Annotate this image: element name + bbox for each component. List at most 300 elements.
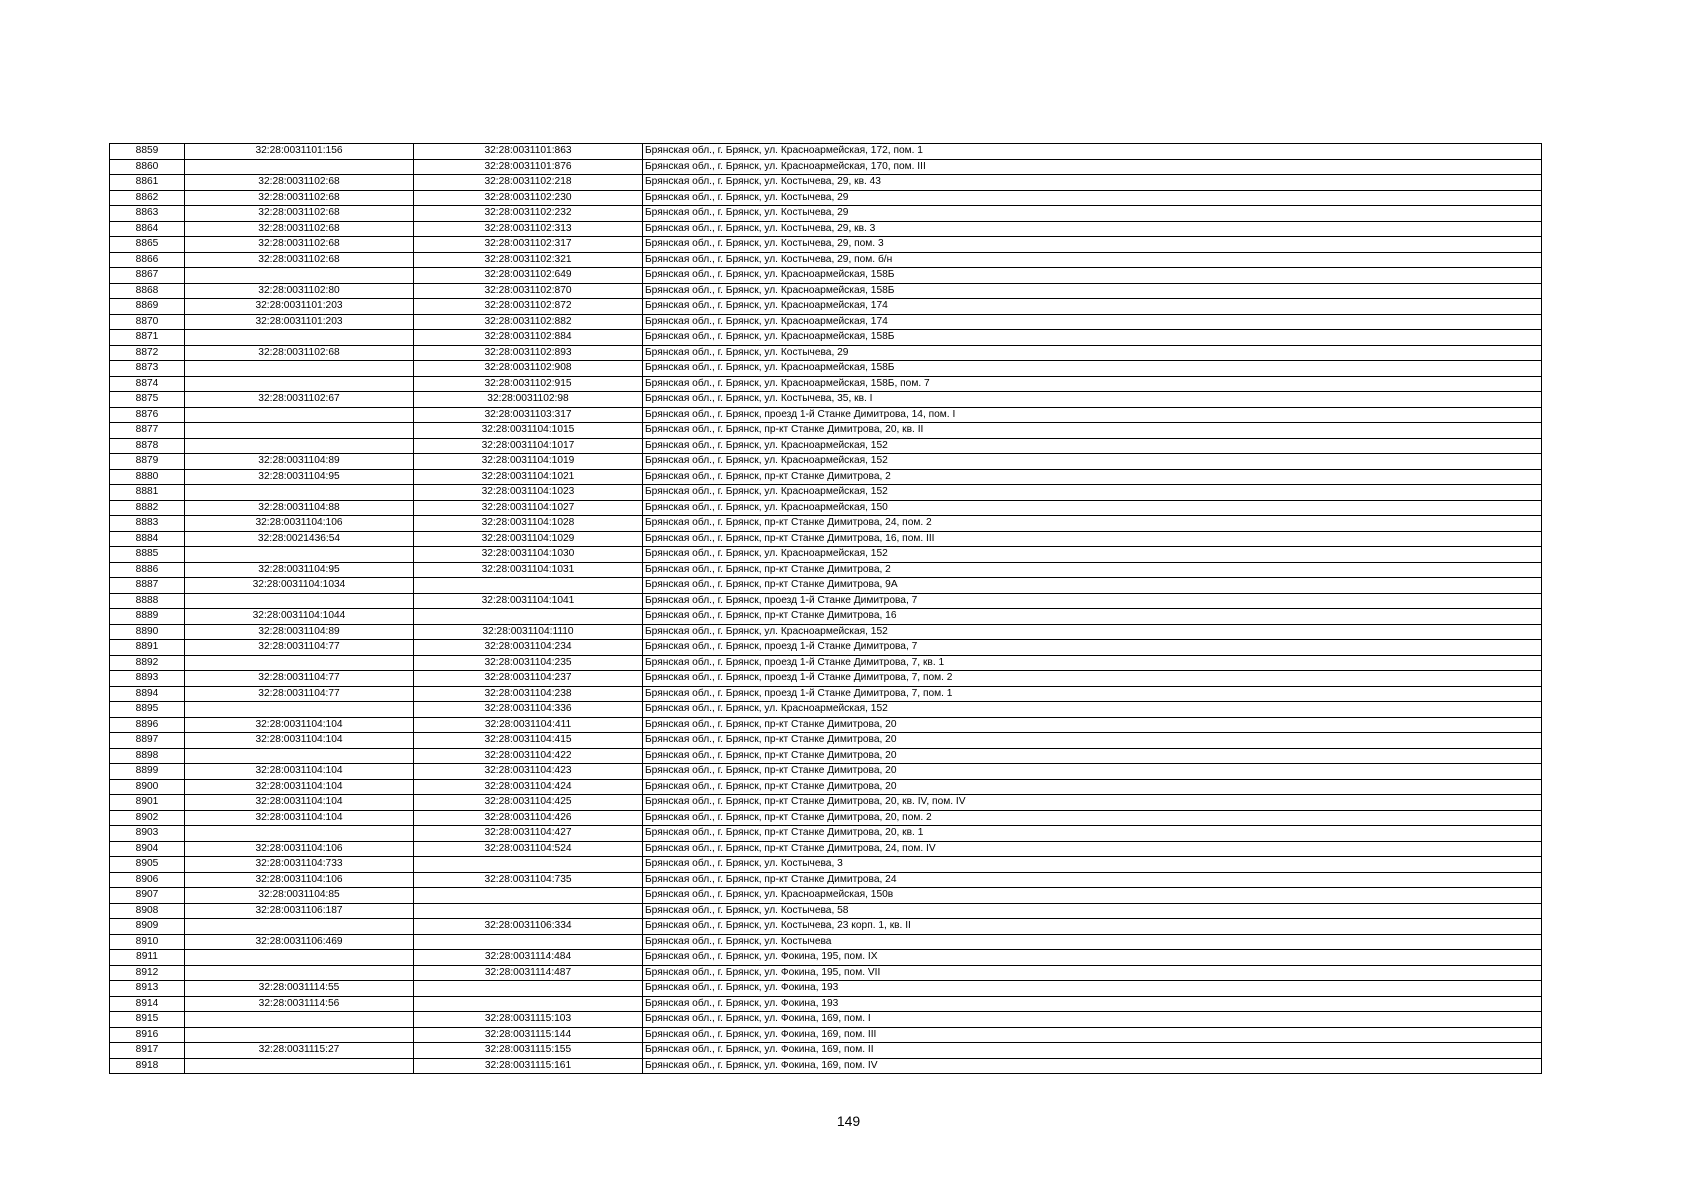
table-row: [110, 903, 1542, 919]
table-row: [110, 144, 1542, 160]
parcel-number-cell: 32:28:0031102:68: [185, 175, 414, 191]
row-number-cell: 8880: [110, 469, 185, 485]
parcel-number-cell: 32:28:0031101:156: [185, 144, 414, 160]
table-row: [110, 593, 1542, 609]
table-row: [110, 996, 1542, 1012]
row-number-cell: 8892: [110, 655, 185, 671]
row-number-cell: 8884: [110, 531, 185, 547]
address-cell: Брянская обл., г. Брянск, пр-кт Станке Димитрова, 16, пом. III: [643, 531, 1542, 547]
row-number-cell: 8907: [110, 888, 185, 904]
table-row: [110, 795, 1542, 811]
parcel-number-cell: [185, 485, 414, 501]
parcel-number-cell: 32:28:0031104:104: [185, 795, 414, 811]
parcel-number-cell: [185, 919, 414, 935]
row-number-cell: 8881: [110, 485, 185, 501]
parcel-number-cell: 32:28:0031102:68: [185, 190, 414, 206]
row-number-cell: 8870: [110, 314, 185, 330]
parcel-number-cell: 32:28:0031104:106: [185, 516, 414, 532]
row-number-cell: 8889: [110, 609, 185, 625]
table-row: [110, 779, 1542, 795]
cadastral-number-cell: 32:28:0031104:1017: [414, 438, 643, 454]
cadastral-number-cell: 32:28:0031102:98: [414, 392, 643, 408]
parcel-number-cell: 32:28:0031104:104: [185, 779, 414, 795]
row-number-cell: 8917: [110, 1043, 185, 1059]
parcel-number-cell: 32:28:0031106:187: [185, 903, 414, 919]
table-row: [110, 655, 1542, 671]
table-row: [110, 330, 1542, 346]
row-number-cell: 8887: [110, 578, 185, 594]
cadastral-number-cell: [414, 996, 643, 1012]
parcel-number-cell: [185, 1058, 414, 1074]
parcel-number-cell: [185, 826, 414, 842]
table-row: [110, 826, 1542, 842]
row-number-cell: 8911: [110, 950, 185, 966]
row-number-cell: 8886: [110, 562, 185, 578]
address-cell: Брянская обл., г. Брянск, пр-кт Станке Димитрова, 20: [643, 764, 1542, 780]
table-row: [110, 190, 1542, 206]
table-row: [110, 376, 1542, 392]
row-number-cell: 8901: [110, 795, 185, 811]
table-row: [110, 221, 1542, 237]
parcel-number-cell: 32:28:0031114:55: [185, 981, 414, 997]
table-row: [110, 702, 1542, 718]
cadastral-number-cell: 32:28:0031104:1041: [414, 593, 643, 609]
table-row: [110, 872, 1542, 888]
table-row: [110, 547, 1542, 563]
row-number-cell: 8903: [110, 826, 185, 842]
cadastral-number-cell: 32:28:0031104:524: [414, 841, 643, 857]
cadastral-number-cell: 32:28:0031104:336: [414, 702, 643, 718]
cadastral-number-cell: 32:28:0031102:317: [414, 237, 643, 253]
row-number-cell: 8873: [110, 361, 185, 377]
table-row: [110, 531, 1542, 547]
address-cell: Брянская обл., г. Брянск, ул. Костычева, 23 корп. 1, кв. II: [643, 919, 1542, 935]
cadastral-number-cell: 32:28:0031104:415: [414, 733, 643, 749]
table-row: [110, 810, 1542, 826]
cadastral-number-cell: 32:28:0031115:155: [414, 1043, 643, 1059]
table-row: [110, 624, 1542, 640]
cadastral-number-cell: 32:28:0031104:1031: [414, 562, 643, 578]
address-cell: Брянская обл., г. Брянск, пр-кт Станке Димитрова, 20, кв. 1: [643, 826, 1542, 842]
table-row: [110, 516, 1542, 532]
cadastral-number-cell: 32:28:0031102:649: [414, 268, 643, 284]
address-cell: Брянская обл., г. Брянск, ул. Красноармейская, 152: [643, 702, 1542, 718]
parcel-number-cell: 32:28:0021436:54: [185, 531, 414, 547]
address-cell: Брянская обл., г. Брянск, пр-кт Станке Димитрова, 20: [643, 733, 1542, 749]
cadastral-number-cell: 32:28:0031102:882: [414, 314, 643, 330]
table-row: [110, 485, 1542, 501]
address-cell: Брянская обл., г. Брянск, ул. Фокина, 169, пом. II: [643, 1043, 1542, 1059]
row-number-cell: 8859: [110, 144, 185, 160]
address-cell: Брянская обл., г. Брянск, пр-кт Станке Димитрова, 24: [643, 872, 1542, 888]
address-cell: Брянская обл., г. Брянск, ул. Костычева, 58: [643, 903, 1542, 919]
row-number-cell: 8877: [110, 423, 185, 439]
table-row: [110, 500, 1542, 516]
address-cell: Брянская обл., г. Брянск, ул. Костычева, 29: [643, 345, 1542, 361]
parcel-number-cell: 32:28:0031102:68: [185, 221, 414, 237]
parcel-number-cell: 32:28:0031104:77: [185, 640, 414, 656]
table-row: [110, 206, 1542, 222]
cadastral-number-cell: [414, 888, 643, 904]
parcel-number-cell: [185, 438, 414, 454]
row-number-cell: 8869: [110, 299, 185, 315]
row-number-cell: 8861: [110, 175, 185, 191]
row-number-cell: 8865: [110, 237, 185, 253]
table-row: [110, 640, 1542, 656]
row-number-cell: 8864: [110, 221, 185, 237]
row-number-cell: 8872: [110, 345, 185, 361]
row-number-cell: 8896: [110, 717, 185, 733]
row-number-cell: 8874: [110, 376, 185, 392]
row-number-cell: 8912: [110, 965, 185, 981]
row-number-cell: 8904: [110, 841, 185, 857]
cadastral-number-cell: 32:28:0031106:334: [414, 919, 643, 935]
table-row: [110, 314, 1542, 330]
cadastral-number-cell: 32:28:0031104:1019: [414, 454, 643, 470]
address-cell: Брянская обл., г. Брянск, пр-кт Станке Димитрова, 20, пом. 2: [643, 810, 1542, 826]
parcel-number-cell: [185, 1012, 414, 1028]
row-number-cell: 8862: [110, 190, 185, 206]
parcel-number-cell: [185, 361, 414, 377]
table-row: [110, 159, 1542, 175]
parcel-number-cell: 32:28:0031101:203: [185, 299, 414, 315]
parcel-number-cell: [185, 330, 414, 346]
parcel-number-cell: 32:28:0031104:106: [185, 872, 414, 888]
address-cell: Брянская обл., г. Брянск, ул. Костычева, 35, кв. I: [643, 392, 1542, 408]
address-cell: Брянская обл., г. Брянск, проезд 1-й Станке Димитрова, 14, пом. I: [643, 407, 1542, 423]
parcel-number-cell: 32:28:0031114:56: [185, 996, 414, 1012]
cadastral-number-cell: 32:28:0031102:908: [414, 361, 643, 377]
parcel-number-cell: [185, 655, 414, 671]
row-number-cell: 8893: [110, 671, 185, 687]
row-number-cell: 8871: [110, 330, 185, 346]
cadastral-number-cell: 32:28:0031101:863: [414, 144, 643, 160]
cadastral-number-cell: 32:28:0031104:1029: [414, 531, 643, 547]
row-number-cell: 8891: [110, 640, 185, 656]
address-cell: Брянская обл., г. Брянск, ул. Костычева, 29, пом. б/н: [643, 252, 1542, 268]
parcel-number-cell: 32:28:0031104:733: [185, 857, 414, 873]
row-number-cell: 8913: [110, 981, 185, 997]
address-cell: Брянская обл., г. Брянск, ул. Костычева, 3: [643, 857, 1542, 873]
cadastral-number-cell: 32:28:0031104:425: [414, 795, 643, 811]
parcel-number-cell: 32:28:0031104:88: [185, 500, 414, 516]
parcel-number-cell: 32:28:0031104:106: [185, 841, 414, 857]
address-cell: Брянская обл., г. Брянск, ул. Красноармейская, 158Б: [643, 330, 1542, 346]
cadastral-number-cell: [414, 981, 643, 997]
address-cell: Брянская обл., г. Брянск, проезд 1-й Станке Димитрова, 7: [643, 593, 1542, 609]
cadastral-number-cell: 32:28:0031102:915: [414, 376, 643, 392]
cadastral-number-cell: 32:28:0031101:876: [414, 159, 643, 175]
cadastral-number-cell: 32:28:0031115:161: [414, 1058, 643, 1074]
parcel-number-cell: 32:28:0031104:77: [185, 671, 414, 687]
parcel-number-cell: 32:28:0031102:67: [185, 392, 414, 408]
cadastral-number-cell: 32:28:0031102:232: [414, 206, 643, 222]
cadastral-number-cell: 32:28:0031104:426: [414, 810, 643, 826]
table-row: [110, 1027, 1542, 1043]
row-number-cell: 8863: [110, 206, 185, 222]
address-cell: Брянская обл., г. Брянск, ул. Красноармейская, 174: [643, 299, 1542, 315]
cadastral-number-cell: 32:28:0031115:144: [414, 1027, 643, 1043]
address-cell: Брянская обл., г. Брянск, ул. Красноармейская, 170, пом. III: [643, 159, 1542, 175]
table-row: [110, 469, 1542, 485]
table-row: [110, 252, 1542, 268]
parcel-number-cell: 32:28:0031102:68: [185, 252, 414, 268]
row-number-cell: 8897: [110, 733, 185, 749]
cadastral-number-cell: 32:28:0031102:313: [414, 221, 643, 237]
cadastral-number-cell: 32:28:0031114:484: [414, 950, 643, 966]
row-number-cell: 8867: [110, 268, 185, 284]
table-row: [110, 686, 1542, 702]
table-row: [110, 283, 1542, 299]
parcel-number-cell: 32:28:0031104:89: [185, 454, 414, 470]
row-number-cell: 8908: [110, 903, 185, 919]
parcel-number-cell: 32:28:0031102:80: [185, 283, 414, 299]
parcel-number-cell: 32:28:0031104:104: [185, 764, 414, 780]
row-number-cell: 8888: [110, 593, 185, 609]
address-cell: Брянская обл., г. Брянск, пр-кт Станке Димитрова, 16: [643, 609, 1542, 625]
table-row: [110, 1043, 1542, 1059]
address-cell: Брянская обл., г. Брянск, ул. Красноармейская, 150в: [643, 888, 1542, 904]
address-cell: Брянская обл., г. Брянск, пр-кт Станке Димитрова, 20: [643, 748, 1542, 764]
cadastral-number-cell: 32:28:0031104:423: [414, 764, 643, 780]
row-number-cell: 8885: [110, 547, 185, 563]
address-cell: Брянская обл., г. Брянск, пр-кт Станке Димитрова, 2: [643, 562, 1542, 578]
row-number-cell: 8894: [110, 686, 185, 702]
table-row: [110, 919, 1542, 935]
parcel-number-cell: 32:28:0031102:68: [185, 237, 414, 253]
row-number-cell: 8883: [110, 516, 185, 532]
cadastral-number-cell: 32:28:0031102:218: [414, 175, 643, 191]
cadastral-number-cell: [414, 857, 643, 873]
cadastral-number-cell: 32:28:0031104:1023: [414, 485, 643, 501]
cadastral-number-cell: 32:28:0031104:1021: [414, 469, 643, 485]
parcel-number-cell: [185, 965, 414, 981]
row-number-cell: 8882: [110, 500, 185, 516]
address-cell: Брянская обл., г. Брянск, пр-кт Станке Димитрова, 2: [643, 469, 1542, 485]
parcel-number-cell: [185, 423, 414, 439]
parcel-number-cell: [185, 407, 414, 423]
address-cell: Брянская обл., г. Брянск, ул. Фокина, 195, пом. VII: [643, 965, 1542, 981]
row-number-cell: 8895: [110, 702, 185, 718]
address-cell: Брянская обл., г. Брянск, ул. Красноармейская, 158Б, пом. 7: [643, 376, 1542, 392]
parcel-number-cell: [185, 1027, 414, 1043]
parcel-number-cell: [185, 159, 414, 175]
parcel-number-cell: [185, 702, 414, 718]
address-cell: Брянская обл., г. Брянск, ул. Фокина, 169, пом. IV: [643, 1058, 1542, 1074]
address-cell: Брянская обл., г. Брянск, пр-кт Станке Димитрова, 20, кв. II: [643, 423, 1542, 439]
page-number: 149: [836, 1113, 861, 1129]
row-number-cell: 8909: [110, 919, 185, 935]
table-row: [110, 609, 1542, 625]
address-cell: Брянская обл., г. Брянск, ул. Красноармейская, 152: [643, 624, 1542, 640]
cadastral-number-cell: 32:28:0031104:235: [414, 655, 643, 671]
address-cell: Брянская обл., г. Брянск, ул. Костычева, 29: [643, 190, 1542, 206]
cadastral-number-cell: 32:28:0031102:870: [414, 283, 643, 299]
table-row: [110, 562, 1542, 578]
cadastral-number-cell: 32:28:0031102:230: [414, 190, 643, 206]
cadastral-number-cell: 32:28:0031104:411: [414, 717, 643, 733]
table-row: [110, 934, 1542, 950]
row-number-cell: 8916: [110, 1027, 185, 1043]
table-row: [110, 175, 1542, 191]
cadastral-number-cell: [414, 903, 643, 919]
row-number-cell: 8918: [110, 1058, 185, 1074]
cadastral-number-cell: 32:28:0031104:424: [414, 779, 643, 795]
cadastral-number-cell: 32:28:0031104:1110: [414, 624, 643, 640]
address-cell: Брянская обл., г. Брянск, пр-кт Станке Димитрова, 20: [643, 717, 1542, 733]
address-cell: Брянская обл., г. Брянск, ул. Красноармейская, 152: [643, 485, 1542, 501]
table-row: [110, 717, 1542, 733]
row-number-cell: 8878: [110, 438, 185, 454]
table-row: [110, 423, 1542, 439]
parcel-number-cell: [185, 547, 414, 563]
cadastral-number-cell: 32:28:0031102:321: [414, 252, 643, 268]
table-body: [110, 144, 1542, 1074]
cadastral-number-cell: 32:28:0031104:1030: [414, 547, 643, 563]
table-row: [110, 1012, 1542, 1028]
address-cell: Брянская обл., г. Брянск, ул. Фокина, 193: [643, 996, 1542, 1012]
address-cell: Брянская обл., г. Брянск, пр-кт Станке Димитрова, 20, кв. IV, пом. IV: [643, 795, 1542, 811]
address-cell: Брянская обл., г. Брянск, ул. Костычева: [643, 934, 1542, 950]
row-number-cell: 8866: [110, 252, 185, 268]
parcel-number-cell: 32:28:0031115:27: [185, 1043, 414, 1059]
address-cell: Брянская обл., г. Брянск, ул. Красноармейская, 174: [643, 314, 1542, 330]
address-cell: Брянская обл., г. Брянск, ул. Красноармейская, 152: [643, 454, 1542, 470]
row-number-cell: 8899: [110, 764, 185, 780]
cadastral-number-cell: 32:28:0031104:1028: [414, 516, 643, 532]
table-row: [110, 454, 1542, 470]
parcel-number-cell: 32:28:0031104:104: [185, 733, 414, 749]
address-cell: Брянская обл., г. Брянск, пр-кт Станке Димитрова, 9А: [643, 578, 1542, 594]
table-row: [110, 1058, 1542, 1074]
table-row: [110, 841, 1542, 857]
table-row: [110, 361, 1542, 377]
cadastral-number-cell: 32:28:0031104:238: [414, 686, 643, 702]
row-number-cell: 8914: [110, 996, 185, 1012]
address-cell: Брянская обл., г. Брянск, ул. Костычева, 29: [643, 206, 1542, 222]
table-row: [110, 438, 1542, 454]
cadastral-number-cell: 32:28:0031104:1015: [414, 423, 643, 439]
row-number-cell: 8898: [110, 748, 185, 764]
address-cell: Брянская обл., г. Брянск, проезд 1-й Станке Димитрова, 7: [643, 640, 1542, 656]
table-row: [110, 981, 1542, 997]
parcel-number-cell: 32:28:0031102:68: [185, 206, 414, 222]
row-number-cell: 8890: [110, 624, 185, 640]
address-cell: Брянская обл., г. Брянск, ул. Фокина, 169, пом. III: [643, 1027, 1542, 1043]
cadastral-number-cell: [414, 934, 643, 950]
table-row: [110, 950, 1542, 966]
table-row: [110, 748, 1542, 764]
address-cell: Брянская обл., г. Брянск, ул. Красноармейская, 158Б: [643, 283, 1542, 299]
cadastral-table: [109, 143, 1542, 1074]
parcel-number-cell: 32:28:0031104:95: [185, 469, 414, 485]
cadastral-number-cell: 32:28:0031104:735: [414, 872, 643, 888]
row-number-cell: 8915: [110, 1012, 185, 1028]
address-cell: Брянская обл., г. Брянск, ул. Красноармейская, 158Б: [643, 268, 1542, 284]
parcel-number-cell: 32:28:0031104:77: [185, 686, 414, 702]
row-number-cell: 8902: [110, 810, 185, 826]
address-cell: Брянская обл., г. Брянск, ул. Красноармейская, 152: [643, 438, 1542, 454]
parcel-number-cell: [185, 268, 414, 284]
cadastral-number-cell: 32:28:0031104:427: [414, 826, 643, 842]
cadastral-number-cell: 32:28:0031102:872: [414, 299, 643, 315]
parcel-number-cell: 32:28:0031102:68: [185, 345, 414, 361]
address-cell: Брянская обл., г. Брянск, ул. Костычева, 29, кв. 3: [643, 221, 1542, 237]
table-row: [110, 345, 1542, 361]
row-number-cell: 8868: [110, 283, 185, 299]
cadastral-number-cell: 32:28:0031103:317: [414, 407, 643, 423]
table-row: [110, 392, 1542, 408]
address-cell: Брянская обл., г. Брянск, ул. Фокина, 193: [643, 981, 1542, 997]
table-row: [110, 733, 1542, 749]
address-cell: Брянская обл., г. Брянск, ул. Костычева, 29, пом. 3: [643, 237, 1542, 253]
cadastral-number-cell: 32:28:0031114:487: [414, 965, 643, 981]
table-row: [110, 237, 1542, 253]
parcel-number-cell: 32:28:0031101:203: [185, 314, 414, 330]
parcel-number-cell: [185, 748, 414, 764]
cadastral-number-cell: 32:28:0031104:1027: [414, 500, 643, 516]
parcel-number-cell: 32:28:0031104:1044: [185, 609, 414, 625]
table-row: [110, 671, 1542, 687]
address-cell: Брянская обл., г. Брянск, проезд 1-й Станке Димитрова, 7, кв. 1: [643, 655, 1542, 671]
table-row: [110, 268, 1542, 284]
parcel-number-cell: 32:28:0031104:1034: [185, 578, 414, 594]
row-number-cell: 8860: [110, 159, 185, 175]
row-number-cell: 8910: [110, 934, 185, 950]
cadastral-number-cell: 32:28:0031102:884: [414, 330, 643, 346]
table-row: [110, 578, 1542, 594]
parcel-number-cell: [185, 593, 414, 609]
cadastral-number-cell: 32:28:0031104:237: [414, 671, 643, 687]
row-number-cell: 8875: [110, 392, 185, 408]
parcel-number-cell: 32:28:0031104:104: [185, 717, 414, 733]
address-cell: Брянская обл., г. Брянск, проезд 1-й Станке Димитрова, 7, пом. 2: [643, 671, 1542, 687]
parcel-number-cell: 32:28:0031104:104: [185, 810, 414, 826]
cadastral-number-cell: 32:28:0031115:103: [414, 1012, 643, 1028]
address-cell: Брянская обл., г. Брянск, ул. Красноармейская, 172, пом. 1: [643, 144, 1542, 160]
cadastral-number-cell: 32:28:0031104:422: [414, 748, 643, 764]
address-cell: Брянская обл., г. Брянск, ул. Красноармейская, 158Б: [643, 361, 1542, 377]
table-row: [110, 965, 1542, 981]
parcel-number-cell: 32:28:0031106:469: [185, 934, 414, 950]
cadastral-number-cell: 32:28:0031104:234: [414, 640, 643, 656]
table-row: [110, 888, 1542, 904]
row-number-cell: 8906: [110, 872, 185, 888]
parcel-number-cell: 32:28:0031104:89: [185, 624, 414, 640]
address-cell: Брянская обл., г. Брянск, пр-кт Станке Димитрова, 24, пом. IV: [643, 841, 1542, 857]
table-row: [110, 857, 1542, 873]
address-cell: Брянская обл., г. Брянск, ул. Красноармейская, 150: [643, 500, 1542, 516]
address-cell: Брянская обл., г. Брянск, ул. Фокина, 169, пом. I: [643, 1012, 1542, 1028]
address-cell: Брянская обл., г. Брянск, ул. Фокина, 195, пом. IX: [643, 950, 1542, 966]
row-number-cell: 8879: [110, 454, 185, 470]
cadastral-number-cell: 32:28:0031102:893: [414, 345, 643, 361]
address-cell: Брянская обл., г. Брянск, пр-кт Станке Димитрова, 24, пом. 2: [643, 516, 1542, 532]
cadastral-number-cell: [414, 609, 643, 625]
row-number-cell: 8905: [110, 857, 185, 873]
table-row: [110, 764, 1542, 780]
row-number-cell: 8900: [110, 779, 185, 795]
address-cell: Брянская обл., г. Брянск, пр-кт Станке Димитрова, 20: [643, 779, 1542, 795]
address-cell: Брянская обл., г. Брянск, ул. Красноармейская, 152: [643, 547, 1542, 563]
parcel-number-cell: [185, 376, 414, 392]
table-row: [110, 299, 1542, 315]
address-cell: Брянская обл., г. Брянск, ул. Костычева, 29, кв. 43: [643, 175, 1542, 191]
row-number-cell: 8876: [110, 407, 185, 423]
parcel-number-cell: [185, 950, 414, 966]
parcel-number-cell: 32:28:0031104:85: [185, 888, 414, 904]
table-row: [110, 407, 1542, 423]
